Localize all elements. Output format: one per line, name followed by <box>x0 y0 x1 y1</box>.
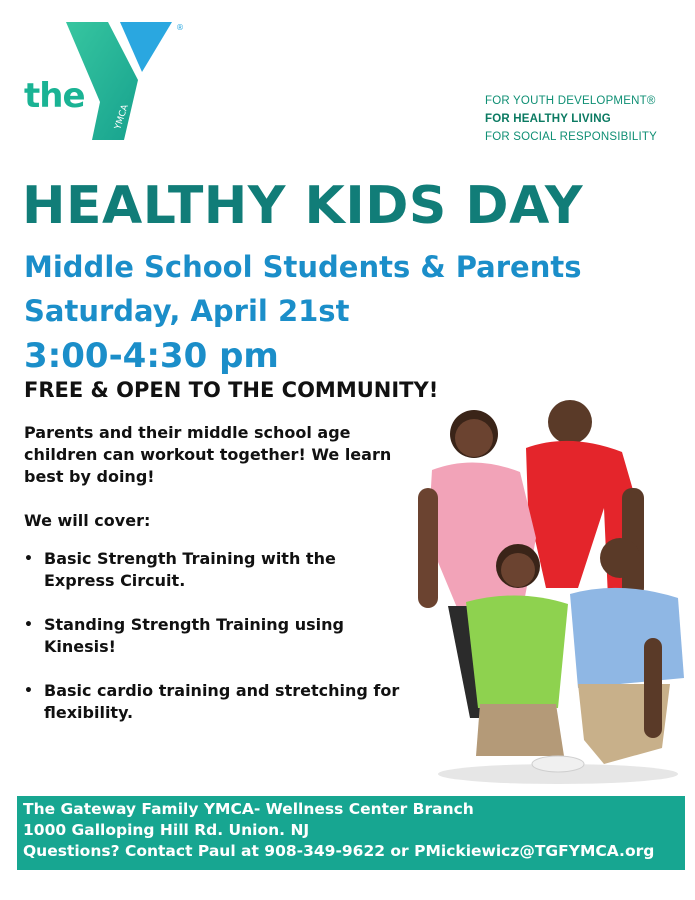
topic-text: Standing Strength Training using Kinesis! <box>44 615 344 656</box>
tagline-line-3: FOR SOCIAL RESPONSIBILITY <box>485 131 658 143</box>
ymca-tagline <box>485 92 657 146</box>
list-item <box>24 680 404 724</box>
list-item <box>24 548 404 592</box>
event-time: 3:00-4:30 pm <box>24 336 279 376</box>
event-date: Saturday, April 21st <box>24 294 350 328</box>
branch-address: 1000 Galloping Hill Rd. Union. NJ <box>23 821 310 839</box>
cover-heading: We will cover: <box>24 511 151 530</box>
tagline-line-2: FOR HEALTHY LIVING <box>485 113 611 125</box>
topic-text: Basic cardio training and stretching for flexibility. <box>44 681 400 722</box>
branch-name: The Gateway Family YMCA- Wellness Center Branch <box>23 800 474 818</box>
ymca-logo <box>20 18 190 148</box>
event-audience: Middle School Students & Parents <box>24 250 582 284</box>
family-photo <box>408 388 690 788</box>
contact-line: Questions? Contact Paul at 908-349-9622 or PMickiewicz@TGFYMCA.org <box>23 842 655 860</box>
topics-list <box>24 548 404 724</box>
family-illustration <box>408 388 690 788</box>
tagline-line-1: FOR YOUTH DEVELOPMENT® <box>485 95 656 107</box>
free-open-notice: FREE & OPEN TO THE COMMUNITY! <box>24 378 439 402</box>
topic-text: Basic Strength Training with the Express Circuit. <box>44 549 336 590</box>
event-title: HEALTHY KIDS DAY <box>22 176 584 236</box>
list-item <box>24 614 404 658</box>
bullet-icon: • <box>24 683 33 699</box>
logo-the-text: the <box>24 76 85 116</box>
location-contact-banner <box>17 796 685 870</box>
bullet-icon: • <box>24 617 33 633</box>
registered-mark: ® <box>176 23 184 32</box>
bullet-icon: • <box>24 551 33 567</box>
event-description <box>24 422 404 746</box>
intro-text: Parents and their middle school age children can workout together! We learn best by doing! <box>24 423 392 486</box>
ymca-small-text: YMCA <box>113 103 131 131</box>
